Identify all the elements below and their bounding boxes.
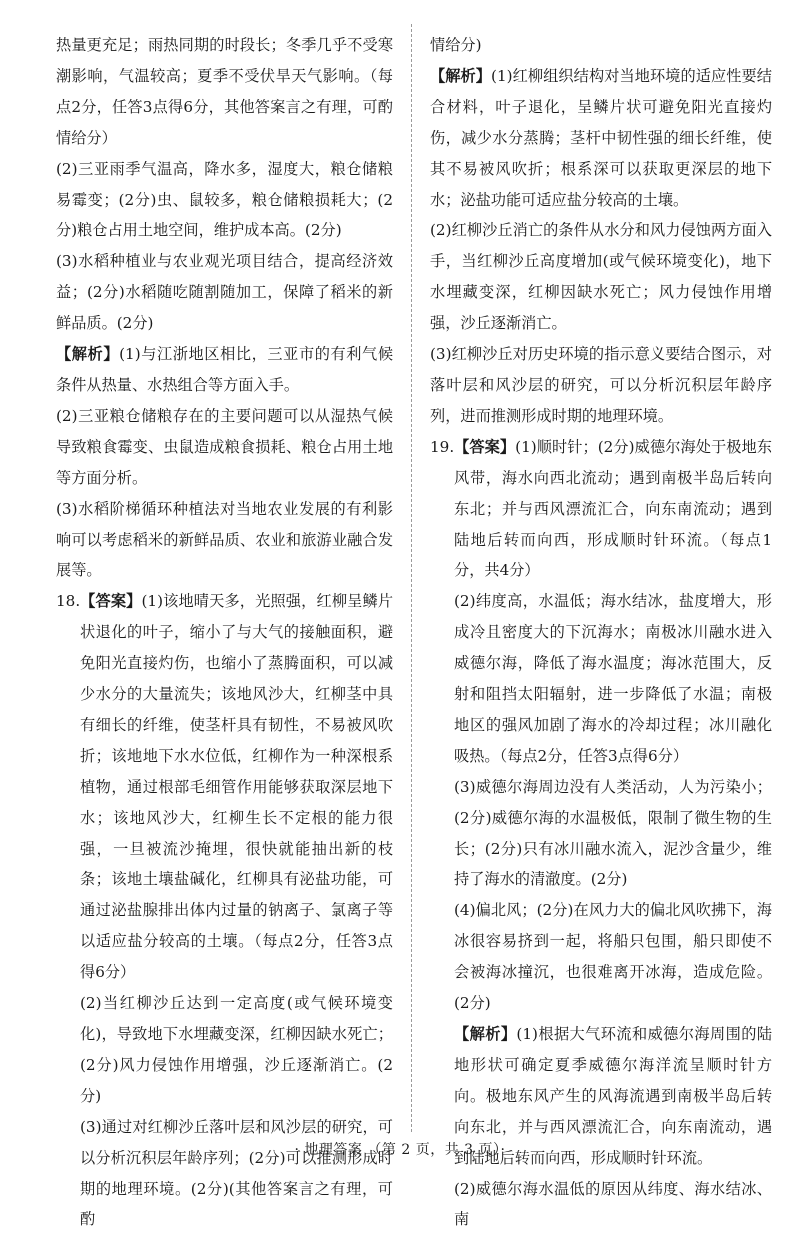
q19-answer-part3: (3)威德尔海周边没有人类活动，人为污染小；(2分)威德尔海的水温极低，限制了微生物的生长；(2分)只有冰川融水流入，泥沙含量少，维持了海水的清澈度。(2分) <box>454 777 772 889</box>
analysis-tag: 【解析】 <box>56 345 120 364</box>
q18-answer-part2: (2)当红柳沙丘达到一定高度(或气候环境变化)，导致地下水埋藏变深，红柳因缺水死亡；(2分)风力侵蚀作用增强，沙丘逐渐消亡。(2分) <box>80 994 393 1105</box>
analysis-text: (1)红柳组织结构对当地环境的适应性要结合材料，叶子退化，呈鳞片状可避免阳光直接灼伤，减少水分蒸腾；茎杆中韧性强的细长纤维，使其不易被风吹折；根系深可以获取更深层的地下水；泌盐功能可适应盐分较高的土壤。 <box>430 66 772 209</box>
q19-answer-part4: (4)偏北风；(2分)在风力大的偏北风吹拂下，海冰很容易挤到一起，将船只包围，船只即使不会被海冰撞沉，也很难离开冰海，造成危险。(2分) <box>454 901 772 1013</box>
q17-answer-part3: (3)水稻种植业与农业观光项目结合，提高经济效益；(2分)水稻随吃随割随加工，保障了稻米的新鲜品质。(2分) <box>56 252 393 333</box>
question-number: 19. <box>430 437 455 456</box>
page-footer: · 地理答案 （第 2 页，共 3 页）· <box>294 1142 506 1158</box>
analysis-text: (1)与江浙地区相比，三亚市的有利气候条件从热量、水热组合等方面入手。 <box>56 345 394 394</box>
q18-analysis-part3: (3)红柳沙丘对历史环境的指示意义要结合图示，对落叶层和风沙层的研究，可以分析沉积层年龄序列，进而推测形成时期的地理环境。 <box>430 345 772 425</box>
q18-answer-part3-continued: 情给分) <box>430 36 482 54</box>
q19-analysis-part2: (2)威德尔海水温低的原因从纬度、海水结冰、南 <box>454 1179 772 1229</box>
right-column <box>430 30 772 1235</box>
left-column <box>56 30 393 1235</box>
q18-answer-part1 <box>56 586 394 988</box>
q17-analysis-part2: (2)三亚粮仓储粮存在的主要问题可以从湿热气候导致粮食霉变、虫鼠造成粮食损耗、粮仓占用土地等方面分析。 <box>56 406 393 487</box>
q17-answer-part1-continued: 热量更充足；雨热同期的时段长；冬季几乎不受寒潮影响，气温较高；夏季不受伏旱天气影响。（每点2分，任答3点得6分，其他答案言之有理，可酌情给分） <box>56 36 393 147</box>
answer-text: (1)该地晴天多，光照强，红柳呈鳞片状退化的叶子，缩小了与大气的接触面积，避免阳光直接灼伤，也缩小了蒸腾面积，可以减少水分的大量流失；该地风沙大，红柳茎中具有细长的纤维，使茎杆具有韧性，不易被风吹折；该地地下水水位低，红柳作为一种深根系植物，通过根部毛细管作用能够获取深层地下水；该地风沙大，红柳生长不定根的能力很强，一旦被流沙掩埋，很快就能抽出新的枝条；该地土壤盐碱化，红柳具有泌盐功能，可通过泌盐腺排出体内过量的钠离子、氯离子等以适应盐分较高的土壤。（每点2分，任答3点得6分） <box>80 592 394 982</box>
answer-tag: 【答案】 <box>80 592 142 611</box>
q18-answer-part3: (3)通过对红柳沙丘落叶层和风沙层的研究，可以分析沉积层年龄序列；(2分)可以推测形成时期的地理环境。(2分)(其他答案言之有理，可酌 <box>80 1117 393 1229</box>
q19-answer-part1 <box>430 432 773 587</box>
q17-answer-part2: (2)三亚雨季气温高，降水多，湿度大，粮仓储粮易霉变；(2分)虫、鼠较多，粮仓储粮损耗大；(2分)粮仓占用土地空间，维护成本高。(2分) <box>56 159 393 240</box>
analysis-text: (1)根据大气环流和威德尔海周围的陆地形状可确定夏季威德尔海洋流呈顺时针方向。极地东风产生的风海流遇到南极半岛后转向东北，并与西风漂流汇合，向东南流动，遇到陆地后转而向西，形成顺时针环流。 <box>454 1025 773 1167</box>
answer-tag: 【答案】 <box>454 437 516 456</box>
q18-analysis-part2: (2)红柳沙丘消亡的条件从水分和风力侵蚀两方面入手，当红柳沙丘高度增加(或气候环境变化)，地下水埋藏变深，红柳因缺水死亡；风力侵蚀作用增强，沙丘逐渐消亡。 <box>430 221 772 333</box>
analysis-tag: 【解析】 <box>454 1025 517 1043</box>
q18-analysis-part1 <box>430 61 772 216</box>
column-divider <box>411 24 412 1132</box>
q17-analysis-part3: (3)水稻阶梯循环种植法对当地农业发展的有利影响可以考虑稻米的新鲜品质、农业和旅游业融合发展等。 <box>56 499 393 580</box>
answer-text: (1)顺时针；(2分)威德尔海处于极地东风带，海水向西北流动；遇到南极半岛后转向东北；并与西风漂流汇合，向东南流动；遇到陆地后转而向西，形成顺时针环流。（每点1分，共4分） <box>454 437 773 580</box>
question-number: 18. <box>56 592 81 611</box>
q19-answer-part2: (2)纬度高，水温低；海水结冰，盐度增大，形成冷且密度大的下沉海水；南极冰川融水进入威德尔海，降低了海水温度；海冰范围大，反射和阻挡太阳辐射，进一步降低了水温；南极地区的强风加剧了海水的冷却过程；冰川融化吸热。（每点2分，任答3点得6分） <box>454 592 772 765</box>
analysis-tag: 【解析】 <box>430 66 492 85</box>
q17-analysis-part1 <box>56 339 393 401</box>
